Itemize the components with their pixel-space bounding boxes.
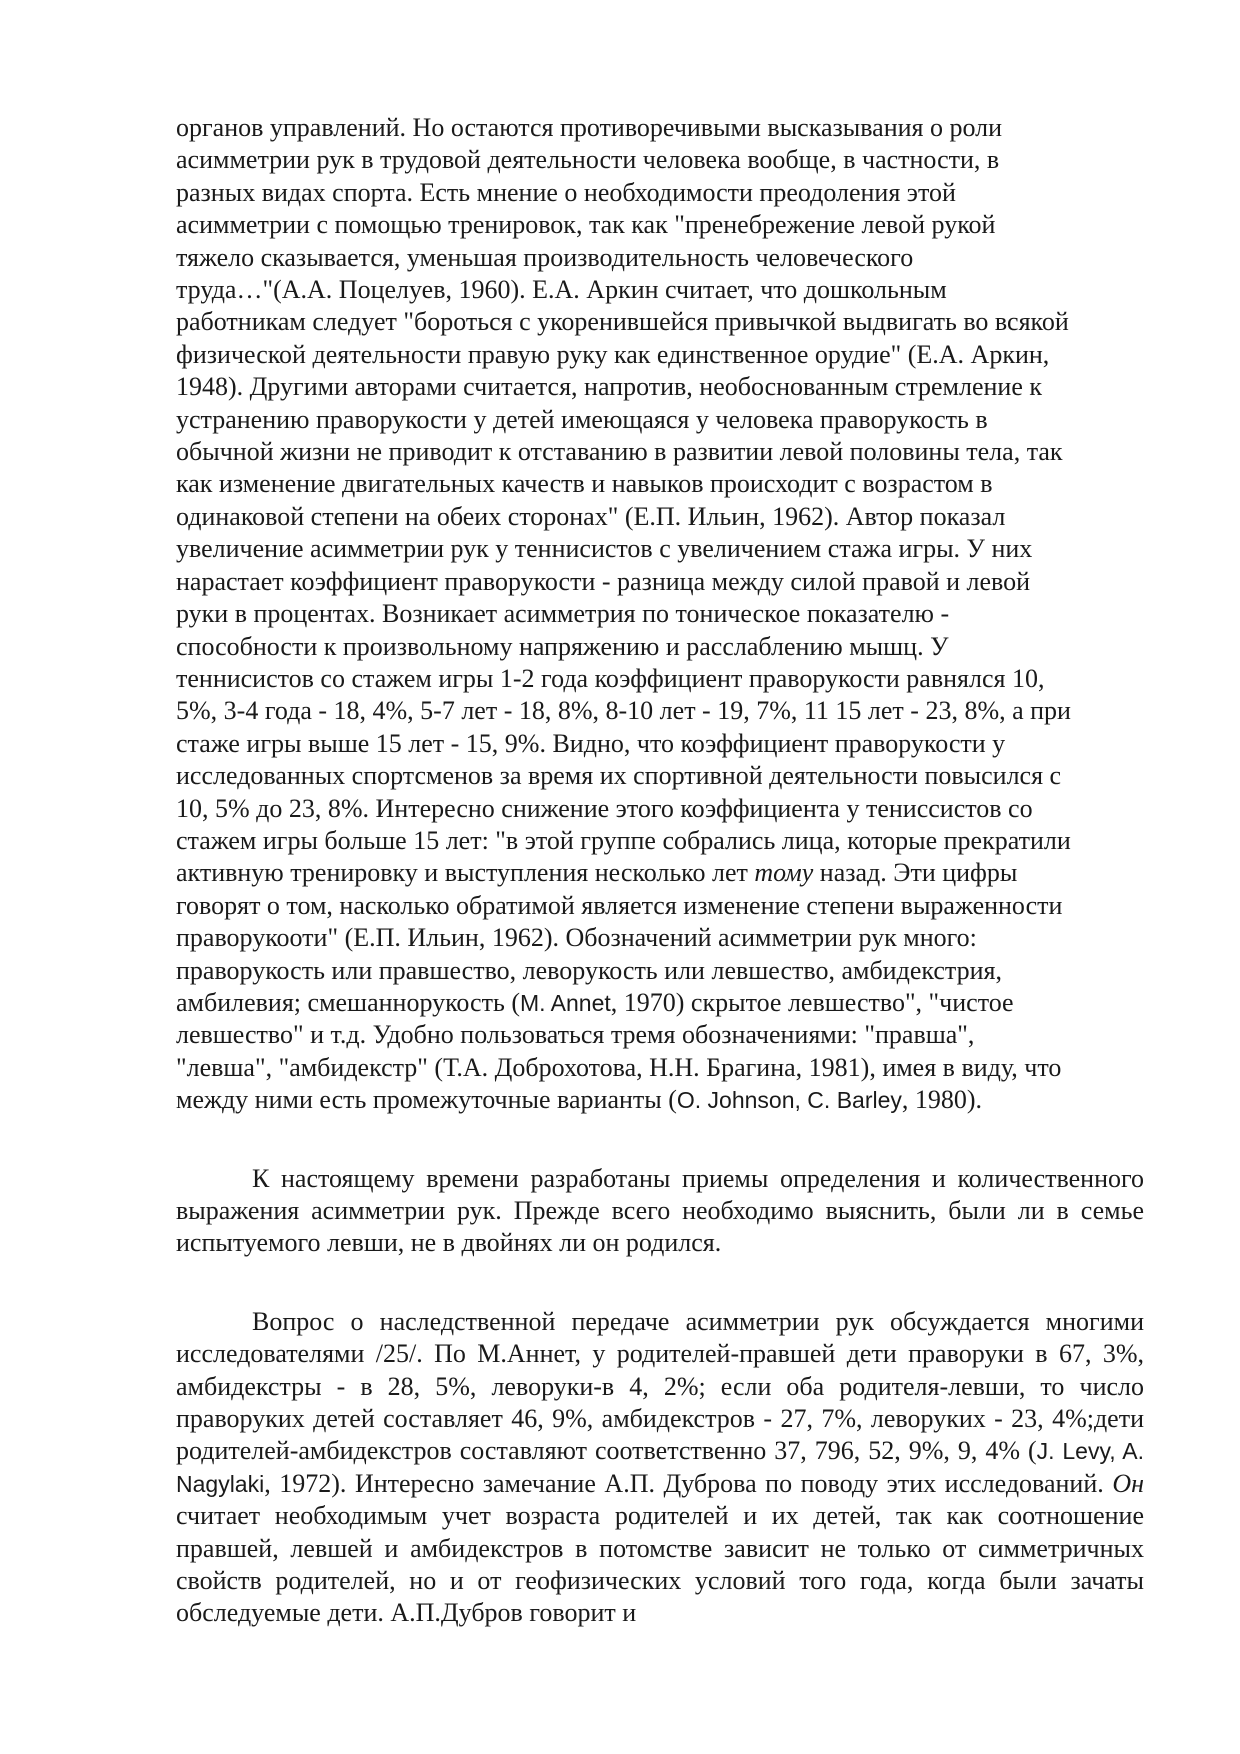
italic-word: Он <box>1112 1468 1144 1498</box>
text-run: , 1970) скрытое левшество", "чистое <box>610 987 1014 1017</box>
text-line: увеличение асимметрии рук у теннисистов с увеличением стажа игры. У них <box>176 534 1033 564</box>
text-line: стажем игры больше 15 лет: "в этой группе собрались лица, которые прекратили <box>176 825 1071 855</box>
text-line: левшество" и т.д. Удобно пользоваться тремя обозначениями: "правша", <box>176 1020 975 1050</box>
text-line: одинаковой степени на обеих сторонах" (Е.П. Ильин, 1962). Автор показал <box>176 501 1006 531</box>
text-run: , 1980). <box>901 1085 983 1115</box>
paragraph-2: К настоящему времени разработаны приемы определения и количественного выражения асимметрии рук. Прежде всего необходимо выяснить, были ли в семье испытуемого левши, не в двойнях ли он родился. <box>176 1163 1144 1258</box>
text-line: стаже игры выше 15 лет - 15, 9%. Видно, что коэффициент праворукости у <box>176 728 1006 758</box>
text-run: между ними есть промежуточные варианты ( <box>176 1085 677 1115</box>
text-line <box>176 1084 1144 1116</box>
text-run: считает необходимым учет возраста родителей и их детей, так как соотношение правшей, левшей и амбидекстров в потомстве зависит не только от симметричных свойств родителей, но и от геофизических условий того года, когда были зачаты обследуемые дети. А.П.Дубров говорит и <box>176 1501 1144 1628</box>
paragraph-3 <box>176 1306 1144 1630</box>
text-line: теннисистов со стажем игры 1-2 года коэффициент праворукости равнялся 10, <box>176 663 1045 693</box>
text-line: говорят о том, насколько обратимой является изменение степени выраженности <box>176 890 1063 920</box>
text-line: асимметрии с помощью тренировок, так как "пренебрежение левой рукой <box>176 210 996 240</box>
text-line: праворукость или правшество, леворукость или левшество, амбидекстрия, <box>176 955 1002 985</box>
text-line: способности к произвольному напряжению и расслаблению мышц. У <box>176 631 949 661</box>
paragraph-1 <box>176 112 1144 1117</box>
text-run: активную тренировку и выступления несколько лет <box>176 858 755 888</box>
text-run: амбилевия; смешаннорукость ( <box>176 987 520 1017</box>
text-line: 10, 5% до 23, 8%. Интересно снижение этого коэффициента у тениссистов со <box>176 793 1033 823</box>
text-line <box>176 857 1144 889</box>
text-line: тяжело сказывается, уменьшая производительность человеческого <box>176 242 914 272</box>
text-line: праворукооти" (Е.П. Ильин, 1962). Обозначений асимметрии рук много: <box>176 923 977 953</box>
text-line <box>176 987 1144 1019</box>
text-line: руки в процентах. Возникает асимметрия по тоническое показателю - <box>176 599 950 629</box>
text-line: 1948). Другими авторами считается, напротив, необоснованным стремление к <box>176 372 1043 402</box>
latin-reference: J. Levy, A. Nagylaki <box>176 1438 1144 1497</box>
document-page <box>176 112 1144 1630</box>
text-line: нарастает коэффициент праворукости - разница между силой правой и левой <box>176 566 1031 596</box>
text-line: физической деятельности правую руку как единственное орудие" (Е.А. Аркин, <box>176 339 1050 369</box>
latin-reference: O. Johnson, C. Barley <box>676 1087 902 1114</box>
text-line: исследованных спортсменов за время их спортивной деятельности повысился с <box>176 761 1062 791</box>
italic-word: тому <box>754 858 814 888</box>
text-run: , 1972). Интересно замечание А.П. Дуброва по поводу этих исследований. <box>264 1468 1113 1498</box>
text-line: 5%, 3-4 года - 18, 4%, 5-7 лет - 18, 8%, 8-10 лет - 19, 7%, 11 15 лет - 23, 8%, а при <box>176 696 1071 726</box>
text-line: труда…"(А.А. Поцелуев, 1960). Е.А. Аркин считает, что дошкольным <box>176 275 947 305</box>
text-line: как изменение двигательных качеств и навыков происходит с возрастом в <box>176 469 993 499</box>
text-line: асимметрии рук в трудовой деятельности человека вообще, в частности, в <box>176 145 1000 175</box>
text-line: работникам следует "бороться с укоренившейся привычкой выдвигать во всякой <box>176 307 1069 337</box>
text-line: обычной жизни не приводит к отставанию в развитии левой половины тела, так <box>176 437 1063 467</box>
text-run: Вопрос о наследственной передаче асимметрии рук обсуждается многими исследователями /25/. По М.Аннет, у родителей-правшей дети праворуки в 67, 3%, амбидекстры - в 28, 5%, леворуки-в 4, 2%; если оба родителя-левши, то число праворуких детей составляет 46, 9%, амбидекстров - 27, 7%, леворуких - 23, 4%;дети родителей-амбидекстров составляют соответственно 37, 796, 52, 9%, 9, 4% ( <box>176 1306 1144 1466</box>
text-line: "левша", "амбидекстр" (Т.А. Доброхотова, Н.Н. Брагина, 1981), имея в виду, что <box>176 1052 1062 1082</box>
text-run: назад. Эти цифры <box>813 858 1018 888</box>
text-line: устранению праворукости у детей имеющаяся у человека праворукость в <box>176 404 988 434</box>
text-line: органов управлений. Но остаются противоречивыми высказывания о роли <box>176 113 1003 142</box>
latin-reference: M. Annet <box>519 989 611 1016</box>
text-line: разных видах спорта. Есть мнение о необходимости преодоления этой <box>176 177 956 207</box>
